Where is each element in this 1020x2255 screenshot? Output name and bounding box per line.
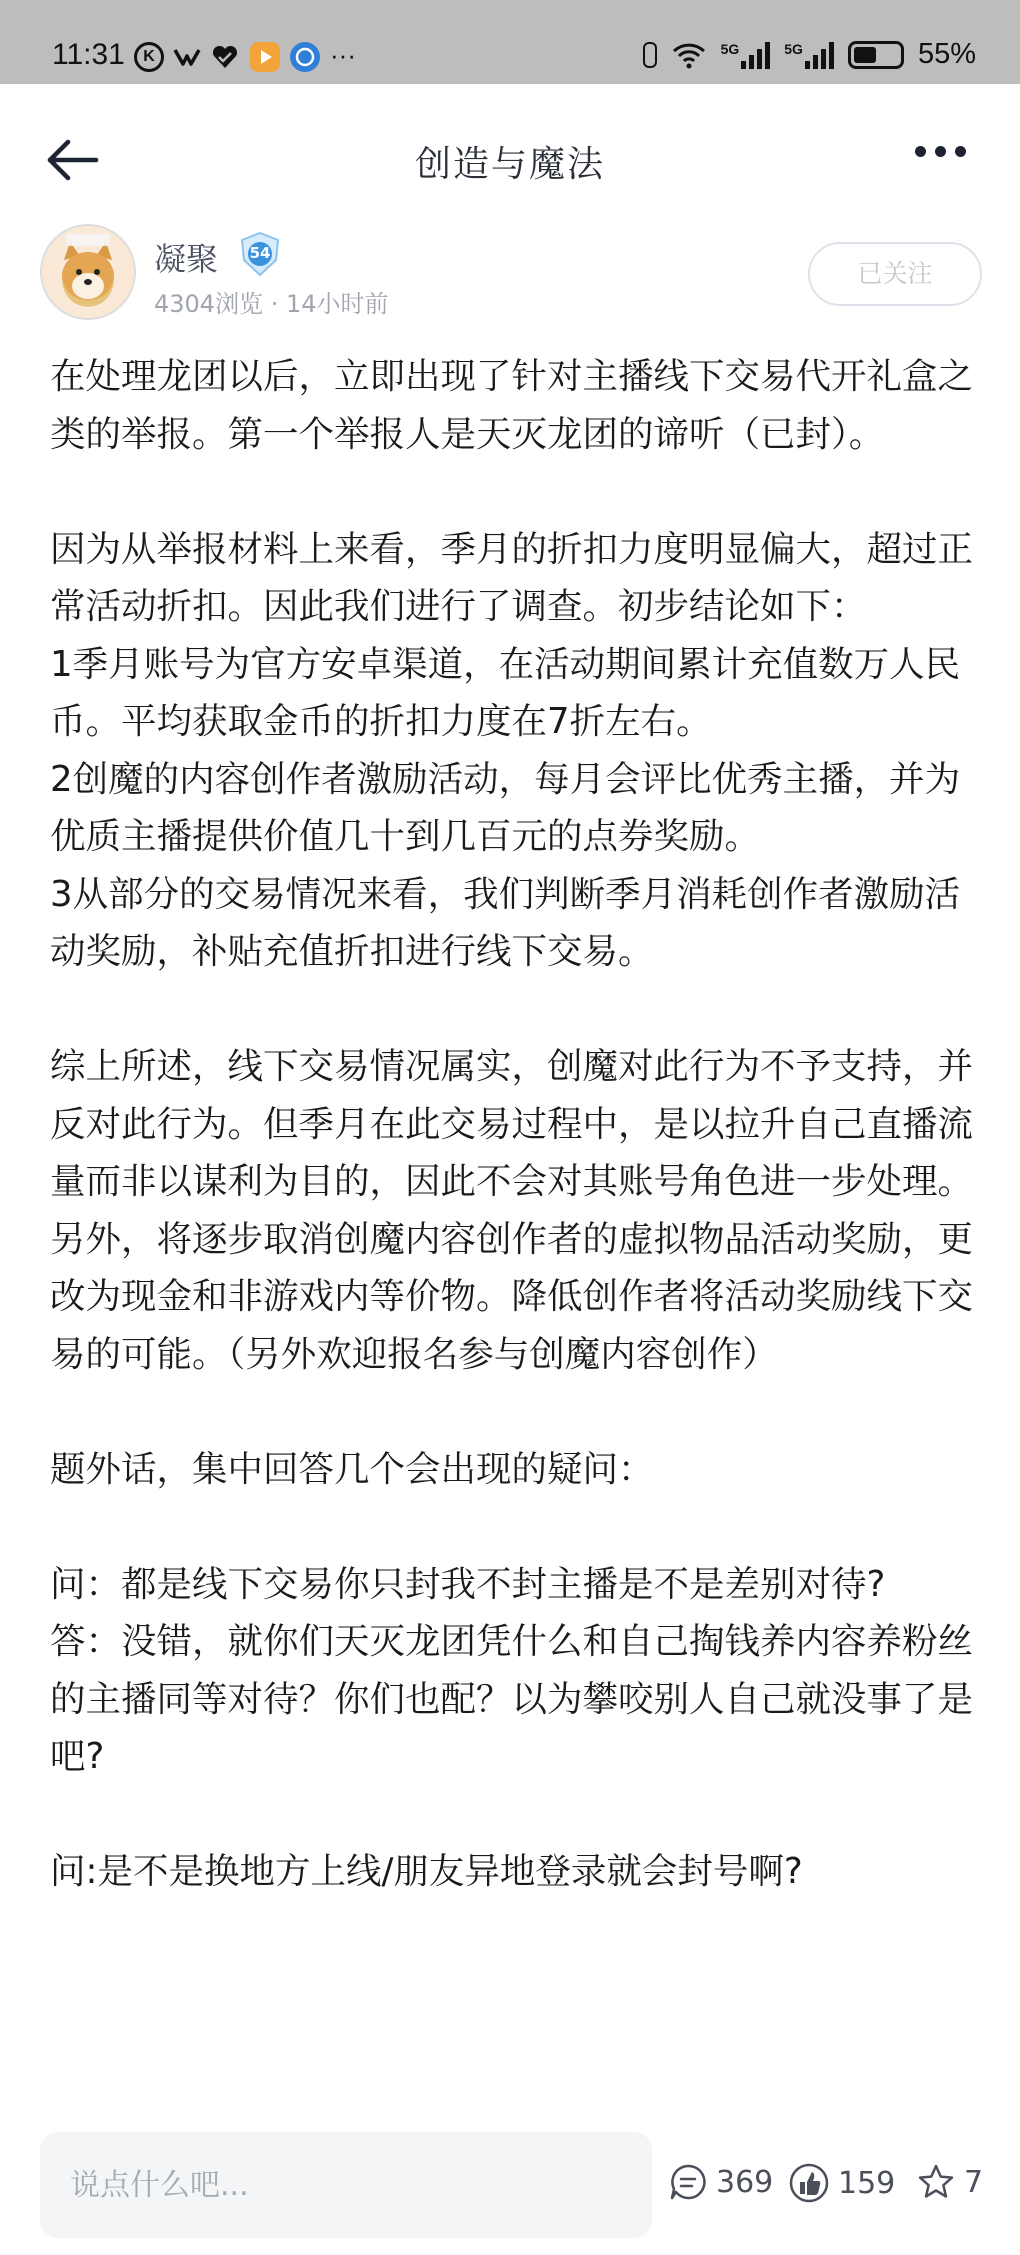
paragraph: 1季月账号为官方安卓渠道，在活动期间累计充值数万人民币。平均获取金币的折扣力度在7折左右。 xyxy=(50,643,961,742)
shiba-dog-icon xyxy=(42,226,134,318)
blank-line xyxy=(50,1498,980,1556)
paragraph: 问：都是线下交易你只封我不封主播是不是差别对待? xyxy=(50,1563,886,1605)
author-row xyxy=(0,220,1020,330)
favorite-button[interactable] xyxy=(916,2162,983,2202)
browser-app-icon xyxy=(290,42,320,72)
status-indicators xyxy=(643,38,976,71)
heart-app-icon xyxy=(210,42,240,72)
comment-count: 369 xyxy=(716,2164,774,2200)
more-dot-icon xyxy=(955,146,966,157)
paragraph: 2创魔的内容创作者激励活动，每月会评比优秀主播，并为优质主播提供价值几十到几百元的点券奖励。 xyxy=(50,758,961,857)
paragraph: 因为从举报材料上来看，季月的折扣力度明显偏大，超过正常活动折扣。因此我们进行了调查。初步结论如下： xyxy=(50,528,974,627)
level-badge xyxy=(236,230,284,278)
thumbs-up-icon xyxy=(788,2162,830,2204)
like-count: 159 xyxy=(838,2165,896,2201)
author-avatar[interactable] xyxy=(40,224,136,320)
paragraph: 题外话，集中回答几个会出现的疑问： xyxy=(50,1448,654,1490)
bottom-action-bar xyxy=(0,2112,1020,2255)
blank-line xyxy=(50,463,980,521)
author-name[interactable]: 凝聚 xyxy=(154,240,219,278)
status-time: 11:31 xyxy=(52,38,125,71)
like-button[interactable] xyxy=(788,2162,895,2204)
signal-2: 5G xyxy=(784,41,834,69)
comment-button[interactable] xyxy=(668,2162,773,2202)
paragraph: 综上所述，线下交易情况属实，创魔对此行为不予支持，并反对此行为。但季月在此交易过程中，是以拉升自己直播流量而非以谋利为目的，因此不会对其账号角色进一步处理。 xyxy=(50,1046,974,1202)
paragraph: 问:是不是换地方上线/朋友异地登录就会封号啊? xyxy=(50,1851,803,1892)
page-title: 创造与魔法 xyxy=(414,144,605,185)
play-app-icon xyxy=(250,42,280,72)
blank-line xyxy=(50,1383,980,1441)
signal-2-bars-icon xyxy=(805,41,834,69)
blank-line xyxy=(50,981,980,1039)
view-count-and-time: 4304浏览 · 14小时前 xyxy=(154,290,389,318)
comment-input[interactable] xyxy=(40,2132,652,2238)
more-dot-icon xyxy=(935,146,946,157)
top-navigation xyxy=(0,84,1020,234)
paragraph: 3从部分的交易情况来看，我们判断季月消耗创作者激励活动奖励，补贴充值折扣进行线下交易。 xyxy=(50,873,961,972)
battery-percent: 55% xyxy=(917,38,976,70)
more-notifications-icon: ··· xyxy=(330,40,356,70)
paragraph: 在处理龙团以后，立即出现了针对主播线下交易代开礼盒之类的举报。第一个举报人是天灭龙团的谛听（已封）。 xyxy=(50,356,974,455)
battery-icon xyxy=(848,41,904,69)
status-bar xyxy=(0,0,1020,84)
vpn-app-icon xyxy=(172,42,202,72)
blank-line xyxy=(50,1786,980,1844)
follow-button[interactable]: 已关注 xyxy=(808,242,982,306)
bluetooth-icon xyxy=(643,42,657,68)
comment-icon xyxy=(668,2162,708,2202)
k-app-icon: K xyxy=(134,42,164,72)
paragraph: 答：没错，就你们天灭龙团凭什么和自己掏钱养内容养粉丝的主播同等对待？你们也配？以为攀咬别人自己就没事了是吧? xyxy=(50,1621,974,1777)
more-options-button[interactable] xyxy=(915,146,966,157)
paragraph: 另外，将逐步取消创魔内容创作者的虚拟物品活动奖励，更改为现金和非游戏内等价物。降低创作者将活动奖励线下交易的可能。（另外欢迎报名参与创魔内容创作） xyxy=(50,1218,974,1375)
signal-1: 5G xyxy=(721,41,771,69)
more-dot-icon xyxy=(915,146,926,157)
favorite-count: 7 xyxy=(964,2164,984,2200)
wifi-icon xyxy=(671,40,707,70)
star-icon xyxy=(916,2162,956,2202)
signal-1-bars-icon xyxy=(741,41,770,69)
post-content xyxy=(50,348,980,2110)
level-number: 54 xyxy=(249,244,271,262)
